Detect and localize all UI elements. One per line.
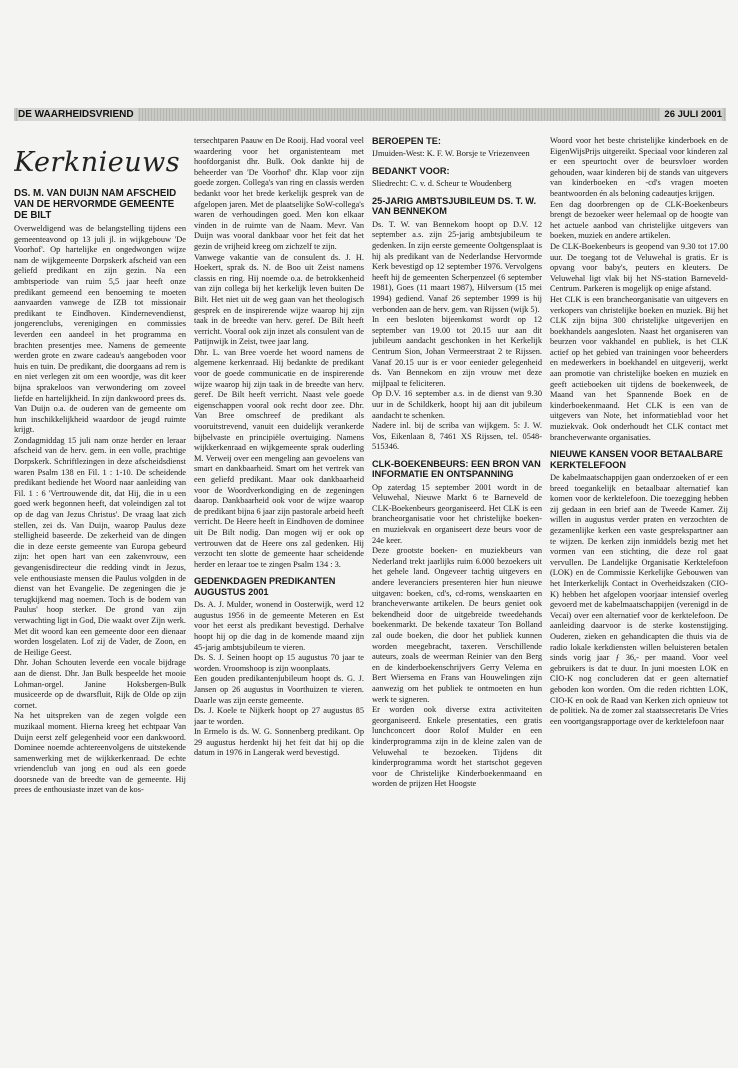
article-headline-jubileum: 25-JARIG AMBTSJUBILEUM DS. T. W. VAN BENNEKOM xyxy=(372,196,537,217)
paragraph: Ds. S. J. Seinen hoopt op 15 augustus 70 jaar te worden. Vroomshoop is zijn woonplaats. xyxy=(194,653,364,673)
paragraph: Overweldigend was de belangstelling tijdens een gemeenteavond op 13 juli jl. in wijkgebouw 'De Voorhof'. Op hartelijke en ongedwongen wijze nam de wijkgemeente Dorpskerk afscheid van een geliefd predikant en zijn gezin. Na een ambtsperiode van ruim 5,5 jaar heeft onze predikant gemeend een benoeming te moeten aanvaarden vanwege de IZB tot missionair predikant te Eindhoven. Kindernevendienst, jongerenclubs, verenigingen en commissies leverden een aandeel in het programma en brachten presentjes mee. Namens de gemeente werden grote en zware cadeau's aangeboden voor huis en tuin. De predikant, die doorgaans ad rem is en niet verlegen zit om een woordje, was dit keer bijna sprakeloos van verwondering om zoveel liefde en hartelijkheid. In zijn dankwoord prees ds. Van Duijn o.a. de ouderen van de gemeente om hun inschikkelijkheid waardoor de jeugd ruimte krijgt. xyxy=(14,224,186,435)
column-4 xyxy=(550,136,728,1036)
article-headline-kerktelefoon: NIEUWE KANSEN VOOR BETAALBARE KERKTELEFOON xyxy=(550,449,723,470)
article-headline-clk: CLK-BOEKENBEURS: EEN BRON VAN INFORMATIE EN ONTSPANNING xyxy=(372,458,541,480)
paragraph: Sliedrecht: C. v. d. Scheur te Woudenberg xyxy=(372,179,512,189)
paragraph: De kabelmaatschappijen gaan onderzoeken of er een breed toegankelijk en betaalbaar alternatief kan komen voor de kerktelefoon. Die toezegging hebben zij gedaan in een brief aan de Tweede Kamer. Zij willen in augustus verder praten en verzochten de gezamenlijke kerken een vaste gesprekspartner aan te wijzen. De kerken zijn inmiddels bezig met het vormen van een stichting, die deze rol gaat vervullen. De Landelijke Organisatie Kerktelefoon (LOK) en de Commissie Kerkelijke Gebouwen van het Interkerkelijk Contact in Overheidszaken (CIO-K) hebben het afgelopen voorjaar intensief overleg gevoerd met de kabelmaatschappijen (verenigd in de Vecai) over een alternatief voor de kerktelefoon. De aanleiding daarvoor is de sterke kostenstijging. Ouderen, zieken en gehandicapten die thuis via de radio lokale kerkdiensten willen beluisteren betalen sinds vorig jaar ƒ 36,- per maand. Voor veel gebruikers is dat te duur. In juni moesten LOK en CIO-K nog concluderen dat er geen alternatief geboden kon worden. Om die reden richtten LOK, CIO-K en ook de Raad van Kerken zich opnieuw tot de politiek. Na de zomer zal staatssecretaris De Vries een voortgangsrapportage over de kerktelefoon naar xyxy=(550,473,728,726)
paragraph: Ds. T. W. van Bennekom hoopt op D.V. 12 september a.s. zijn 25-jarig ambtsjubileum te gedenken. In zijn eerste gemeente Ooltgensplaat is hij als predikant van de Nederlandse Hervormde Kerk bevestigd op 12 september 1976. Vervolgens heeft hij de gemeenten Scherpenzeel (6 september 1981), Goes (11 maart 1987), Hilversum (15 mei 1994) gediend. Vanaf 26 september 1999 is hij verbonden aan de herv. gem. van Rijssen (wijk 5). xyxy=(372,219,542,314)
paragraph: In een besloten bijeenkomst wordt op 12 september van 19.00 tot 20.15 uur aan dit jubileum aandacht geschonken in het Kerkelijk Centrum Sion, Johan Vermeerstraat 2 te Rijssen. Vanaf 20.15 uur is er voor eenieder gelegenheid ds. Van Bennekom en zijn vrouw met deze mijlpaal te feliciteren. xyxy=(372,315,542,388)
paragraph: Op zaterdag 15 september 2001 wordt in de Veluwehal, Nieuwe Markt 6 te Barneveld de CLK-Boekenbeurs georganiseerd. Het CLK is een brancheorganisatie voor het christelijke boeken- en muziekvak en organiseert deze beurs voor de 24e keer. xyxy=(372,482,542,545)
article-headline-gedenkdagen: GEDENKDAGEN PREDIKANTEN AUGUSTUS 2001 xyxy=(194,576,336,597)
paragraph: Een gouden predikantenjubileum hoopt ds. G. J. Jansen op 26 augustus in Voorthuizen te vieren. Daarle was zijn eerste gemeente. xyxy=(194,674,364,705)
masthead-bar xyxy=(14,108,726,121)
paragraph: Vanwege vakantie van de consulent ds. J. H. Hoekert, sprak ds. N. de Boo uit Zeist namens classis en ring. Hij noemde o.a. de betrokkenheid van zijn collega bij het kerkelijk leven buiten De Bilt. Het niet uit de weg gaan van het theologisch gesprek en de inspirerende wijze waarop hij zijn taak in de breedte van herv. geref. De Bilt heeft verricht. Vooral ook zijn inzet als consulent van de Patijnwijk in Zeist, twee jaar lang. xyxy=(194,252,364,347)
beroepen-headline: BEROEPEN TE: xyxy=(372,136,441,146)
paragraph: Na het uitspreken van de zegen volgde een muzikaal moment. Hierna kreeg het echtpaar Van Duijn eerst zelf gelegenheid voor een dankwoord. Dominee noemde achtereenvolgens de uitstekende samenwerking met de wijkkerkenraad. De echte vriendenclub van jong en oud als een goede doorsnede van de breedte van de gemeente. Hij prees de enthousiaste inzet van de kos- xyxy=(14,711,186,795)
paragraph: tersechtparen Paauw en De Rooij. Had vooral veel waardering voor het organistenteam met hoofdorganist dhr. Bulk. Ook dankte hij de beheerder van 'De Voorhof' dhr. Klap voor zijn goede zorgen. Collega's van ring en classis werden bedankt voor het brede kerkelijk gesprek van de afgelopen jaren. Met de plaatselijke SoW-collega's waren de verhoudingen goed. Men kon elkaar vinden in de ruimte van de Naam. Mevr. Van Duijn was vooral dankbaar voor het feit dat het gezin de vrijheid kreeg om zichzelf te zijn. xyxy=(194,136,364,251)
column-3 xyxy=(372,136,542,1036)
paragraph: Dhr. L. van Bree voerde het woord namens de algemene kerkenraad. Hij bedankte de predikant voor de goede communicatie en de inspirerende wijze waarop hij zijn taak in de breedte van herv. geref. De Bilt heeft verricht. Naast vele goede eigenschappen vooral ook recht door zee. Dhr. Van Bree omschreef de predikant als vooruitstrevend, vanuit een duidelijk verankerde bijbelvaste en principiële overtuiging. Namens wijkkerkenraad en wijkgemeente sprak ouderling M. Verweij over een mengeling aan gevoelens van smart en dankbaarheid. Smart om het vertrek van een geliefd predikant. Maar ook dankbaarheid voor de Woordverkondiging en de zegeningen daarop. Dankbaarheid ook voor de wijze waarop de predikant bijna 6 jaar zijn pastorale arbeid heeft verricht. De Heere heeft in Eindhoven de dominee uit De Bilt nodig. Dan mogen wij er ook op vertrouwen dat de Heere ons zal gedenken. Hij verzocht ten slotte de gemeente haar scheidende herder en leraar toe te zingen Psalm 134 : 3. xyxy=(194,347,364,569)
paragraph: Zondagmiddag 15 juli nam onze herder en leraar afscheid van de herv. gem. in een volle, prachtige Dorpskerk. Schriftlezingen in deze afscheidsdienst waren Psalm 138 en Fil. 1 : 1-10. De scheidende predikant bediende het Woord naar aanleiding van Fil. 1 : 6 'Vertrouwende dit, dat Hij, die in u een goed werk begonnen heeft, dat voleindigen zal tot op de dag van Jezus Christus'. De vraag laat zich stellen, zei ds. Van Duijn, waarop Paulus deze stelligheid baseerde. De zekerheid van de dingen die in deze eerste gemeente van Europa gebeurd zijn: het open hart van een zakenvrouw, een gevangenisdirecteur die redding vindt in Jezus, vele enthousiaste mensen die Paulus volgden in de dienst van het Evangelie. De zegeningen die je terugkijkend mag noemen. Toch is de bodem van Paulus' hoop sterker. De grond van zijn verwachting ligt in God, Die waakt over Zijn werk. Met dit woord kan een gemeente door een dienaar worden losgelaten. Lof zij de Vader, de Zoon, en de Heilige Geest. xyxy=(14,435,186,657)
section-title: Kerknieuws xyxy=(14,147,181,178)
paragraph: Woord voor het beste christelijke kinderboek en de EigenWijsPrijs uitgereikt. Speciaal voor kinderen zal er een speurtocht over de beursvloer worden gehouden, waar kinderen bij de stands van uitgevers van kinderboeken en -cd's vragen moeten beantwoorden én als beloning cadeautjes krijgen. xyxy=(550,136,728,198)
paragraph: Deze grootste boeken- en muziekbeurs van Nederland trekt jaarlijks ruim 6.000 bezoekers uit het gehele land. Ongeveer tachtig uitgevers en andere leveranciers presenteren hier hun nieuwe uitgaven: boeken, cd's, cd-roms, wenskaarten en brancheverwante artikelen. De beurs geniet ook bekendheid door de uitgebreide tweedehands boekenmarkt. De bekende taxateur Ton Bolland zal oude boeken, die door het publiek kunnen worden meegebracht, taxeren. Verschillende auteurs, zoals de weerman Reinier van den Berg en de kinderboekenschrijvers Gerry Velema en Bert Wiersema en Frans van Houwelingen zijn aanwezig om het publiek te ontmoeten en hun werk te signeren. xyxy=(372,546,542,704)
masthead-date: 26 JULI 2001 xyxy=(660,108,722,121)
article-headline-van-duijn: DS. M. VAN DUIJN NAM AFSCHEID VAN DE HERVORMDE GEMEENTE DE BILT xyxy=(14,188,177,221)
paragraph: Een dag doorbrengen op de CLK-Boekenbeurs brengt de bezoeker weer helemaal op de hoogte van het actuele aanbod van christelijke uitgevers van boeken, muziek en andere artikelen. xyxy=(550,199,728,241)
paragraph: Dhr. Johan Schouten leverde een vocale bijdrage aan de dienst. Dhr. Jan Bulk bespeelde het mooie Lohman-orgel. Janine Hoksbergen-Bulk musiceerde op de dwarsfluit, Rijk de Olde op zijn cornet. xyxy=(14,658,186,710)
paragraph: Ds. J. Koele te Nijkerk hoopt op 27 augustus 85 jaar te worden. xyxy=(194,706,364,726)
paragraph: Er worden ook diverse extra activiteiten georganiseerd. Enkele presentaties, een gratis lunchconcert door Rolof Mulder en een kinderprogramma zijn in de kleine zalen van de Veluwehal te bezoeken. Tijdens dit kinderprogramma wordt het startschot gegeven voor de Christelijke Kinderboekenmaand en worden de prijzen Het Hoogste xyxy=(372,705,542,789)
paragraph: IJmuiden-West: K. F. W. Borsje te Vriezenveen xyxy=(372,149,530,159)
masthead-title: DE WAARHEIDSVRIEND xyxy=(18,108,138,121)
paragraph: In Ermelo is ds. W. G. Sonnenberg predikant. Op 29 augustus herdenkt hij het feit dat hij op die datum in 1976 in Langerak werd bevestigd. xyxy=(194,727,364,758)
paragraph: Het CLK is een brancheorganisatie van uitgevers en verkopers van christelijke boeken en muziek. Bij het CLK zijn bijna 300 christelijke uitgeverijen en boekhandels aangesloten. Naast het organiseren van beurzen voor vakhandel en publiek, is het CLK actief op het gebied van trainingen voor beheerders en medewerkers in boekhandel en uitgeverij, werkt aan promotie van christelijke boeken en muziek en geeft actieboeken uit tijdens de boekenweek, de Maand van het Spannende Boek en de kinderboekenmaand. Het CLK is een van de uitgevers van Note, het informatieblad voor het muziekvak. Ook onderhoudt het CLK contact met brancheverwante organisaties. xyxy=(550,294,728,442)
paragraph: Op D.V. 16 september a.s. in de dienst van 9.30 uur in de Schildkerk, hoopt hij aan dit jubileum aandacht te schenken. xyxy=(372,389,542,420)
paragraph: Ds. A. J. Mulder, wonend in Oosterwijk, werd 12 augustus 1956 in de gemeente Meteren en Est voor het eerst als predikant bevestigd. Derhalve hoopt hij op die dag in de komende maand zijn 45-jarig ambtsjubileum te vieren. xyxy=(194,600,364,652)
bedankt-headline: BEDANKT VOOR: xyxy=(372,166,450,176)
column-2 xyxy=(194,136,364,1036)
paragraph: Nadere inl. bij de scriba van wijkgem. 5: J. W. Vos, Eikenlaan 8, 7461 XS Rijssen, tel. 0548-515346. xyxy=(372,421,542,452)
paragraph: De CLK-Boekenbeurs is geopend van 9.30 tot 17.00 uur. De toegang tot de Veluwehal is gratis. Er is opvang voor baby's, peuters en kleuters. De Veluwehal ligt vlak bij het NS-station Barneveld-Centrum. Parkeren is mogelijk op enige afstand. xyxy=(550,241,728,294)
column-1 xyxy=(14,136,186,1058)
